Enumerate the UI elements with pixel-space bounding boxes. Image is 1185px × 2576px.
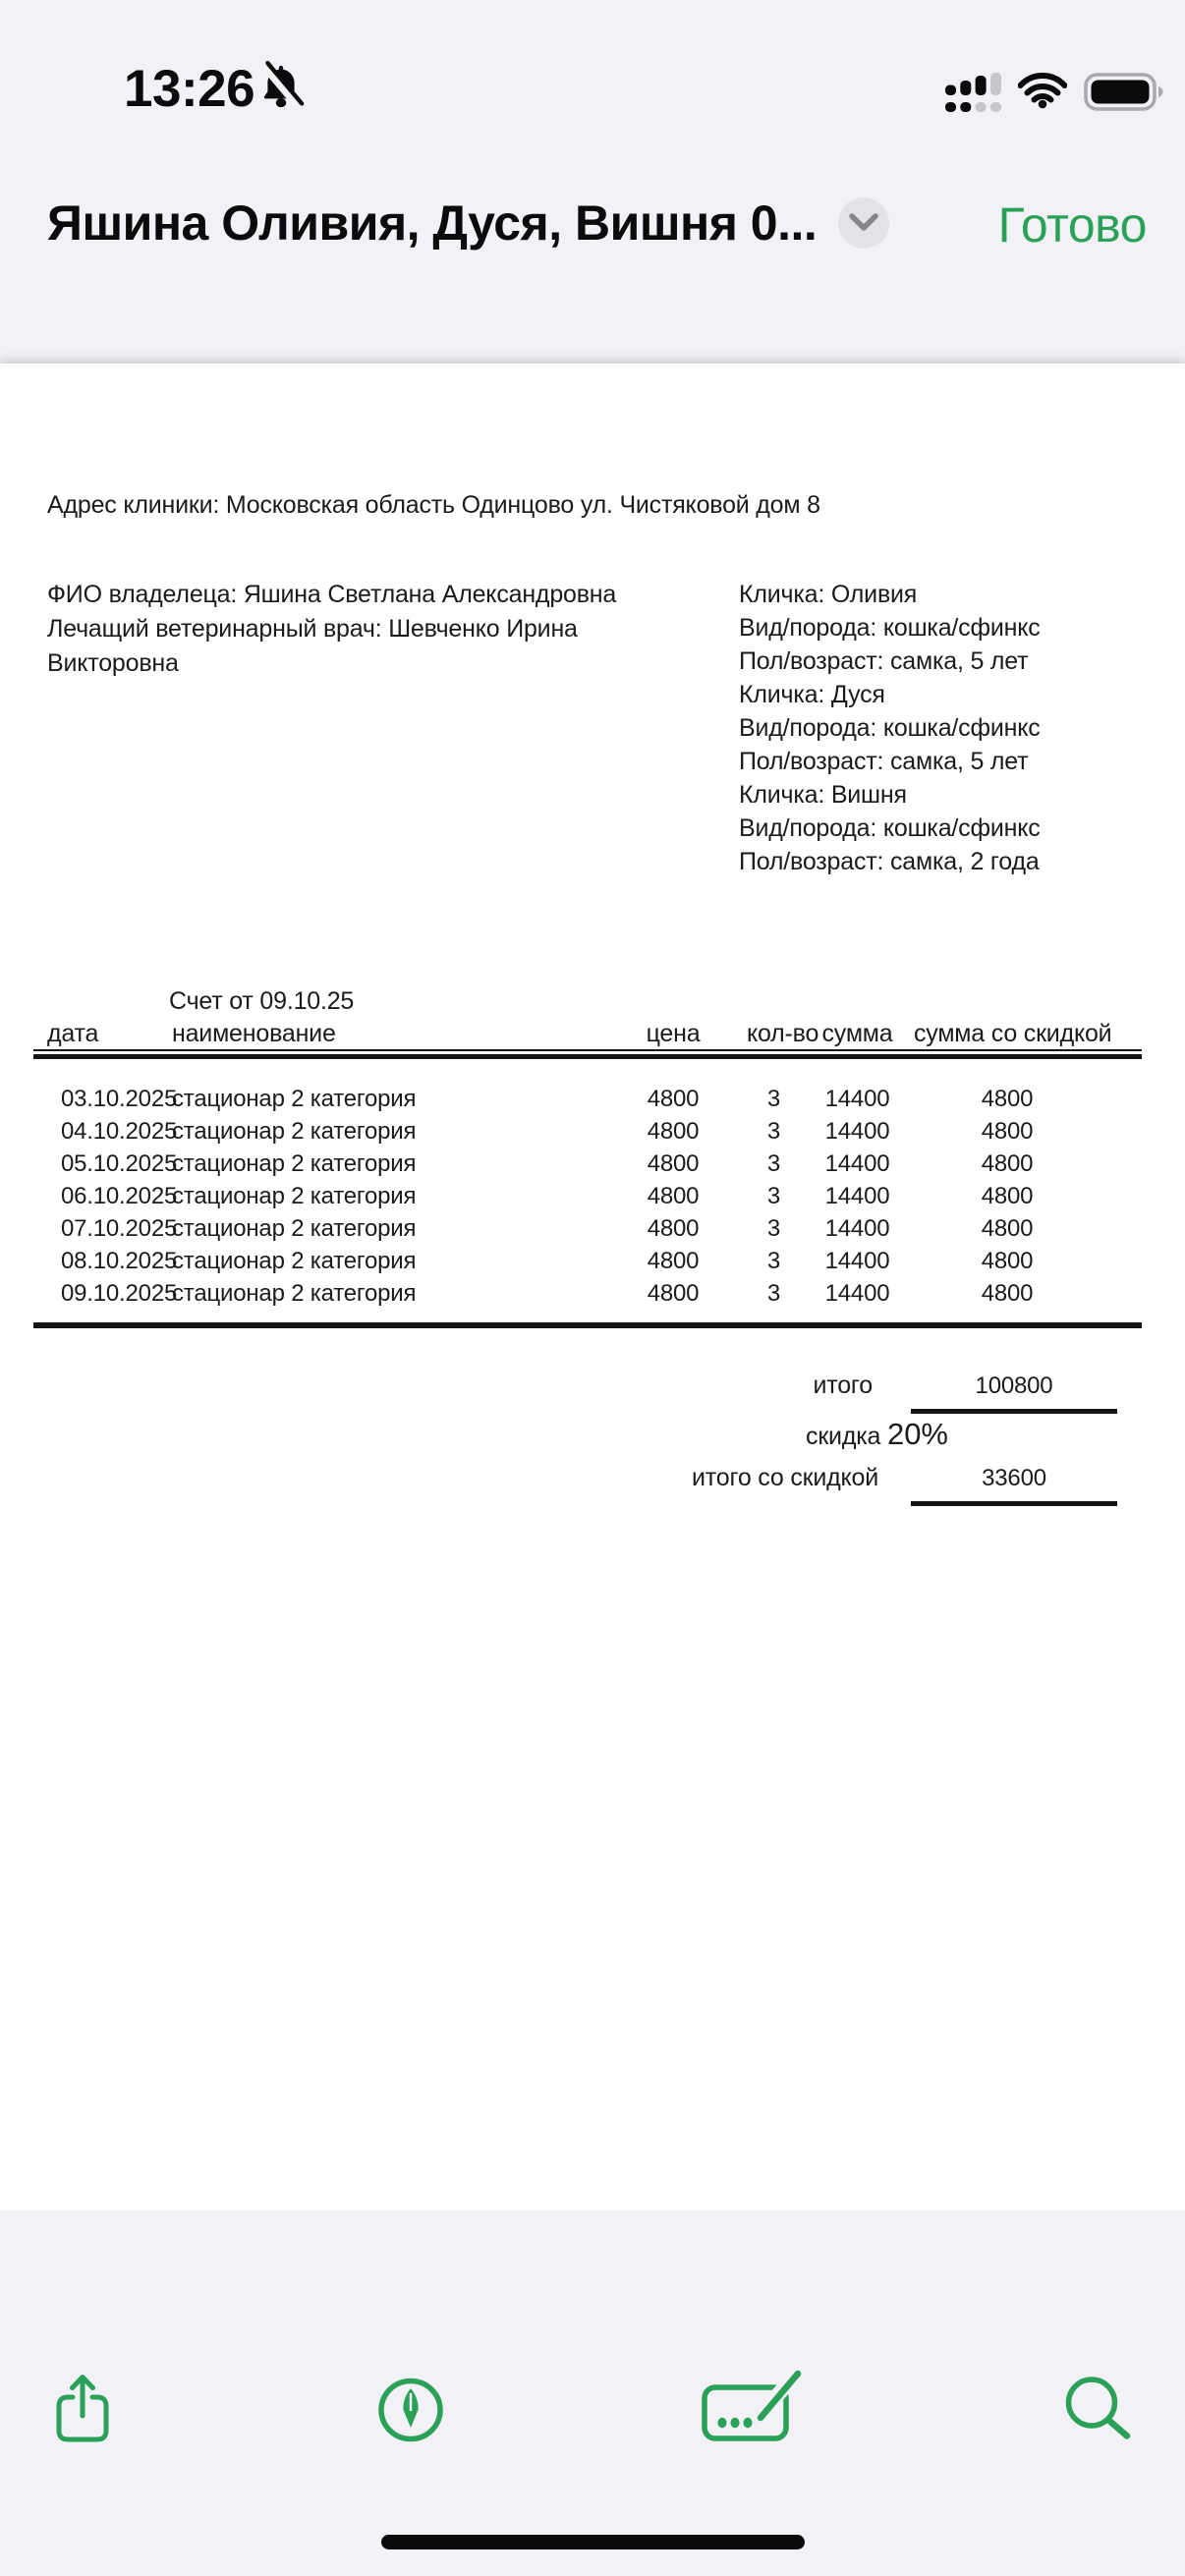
pets-info bbox=[739, 578, 1171, 878]
cellular-signal-icon bbox=[945, 73, 1001, 117]
signature-icon bbox=[702, 2433, 806, 2447]
markup-button[interactable] bbox=[377, 2378, 444, 2445]
row-sum: 14400 bbox=[824, 1280, 890, 1307]
row-name: стационар 2 категория bbox=[172, 1215, 417, 1242]
total-value: 100800 bbox=[975, 1372, 1053, 1399]
col-header-sum: сумма bbox=[821, 1020, 893, 1047]
row-name: стационар 2 категория bbox=[172, 1280, 417, 1307]
row-discounted: 4800 bbox=[981, 1215, 1034, 1242]
col-header-price: цена bbox=[646, 1020, 701, 1047]
row-date: 06.10.2025 bbox=[61, 1183, 178, 1209]
row-date: 09.10.2025 bbox=[61, 1280, 178, 1307]
owner-info bbox=[47, 578, 676, 681]
table-bottom-rule bbox=[33, 1322, 1142, 1328]
row-qty: 3 bbox=[766, 1280, 781, 1307]
home-indicator[interactable] bbox=[381, 2535, 805, 2549]
row-qty: 3 bbox=[766, 1248, 781, 1274]
row-discounted: 4800 bbox=[981, 1183, 1034, 1209]
row-price: 4800 bbox=[647, 1280, 700, 1307]
document-title: Яшина Оливия, Дуся, Вишня 0... bbox=[47, 196, 818, 251]
total-label: итого bbox=[813, 1372, 873, 1399]
row-discounted: 4800 bbox=[981, 1280, 1034, 1307]
row-name: стационар 2 категория bbox=[172, 1248, 417, 1274]
pet-breed: Вид/порода: кошка/сфинкс bbox=[739, 814, 1041, 842]
pet-sex-age: Пол/возраст: самка, 5 лет bbox=[739, 748, 1029, 775]
row-discounted: 4800 bbox=[981, 1150, 1034, 1177]
document-title-menu-button[interactable] bbox=[47, 195, 889, 252]
chevron-down-icon[interactable] bbox=[838, 197, 889, 249]
row-qty: 3 bbox=[766, 1215, 781, 1242]
total-underline bbox=[911, 1409, 1117, 1414]
row-price: 4800 bbox=[647, 1086, 700, 1112]
done-button[interactable]: Готово bbox=[997, 197, 1147, 252]
row-price: 4800 bbox=[647, 1118, 700, 1145]
row-name: стационар 2 категория bbox=[172, 1086, 417, 1112]
col-header-qty: кол-во bbox=[747, 1020, 819, 1047]
row-name: стационар 2 категория bbox=[172, 1183, 417, 1209]
owner-name-line: ФИО владелеца: Яшина Светлана Александровна bbox=[47, 581, 617, 608]
row-price: 4800 bbox=[647, 1183, 700, 1209]
search-icon bbox=[1063, 2429, 1134, 2443]
row-sum: 14400 bbox=[824, 1248, 890, 1274]
col-header-date: дата bbox=[47, 1020, 99, 1047]
pet-breed: Вид/порода: кошка/сфинкс bbox=[739, 714, 1041, 742]
search-button[interactable] bbox=[1063, 2376, 1134, 2443]
clinic-address: Адрес клиники: Московская область Одинцово ул. Чистяковой дом 8 bbox=[47, 491, 820, 519]
document-page bbox=[0, 364, 1185, 2211]
status-bar bbox=[0, 0, 1185, 138]
row-price: 4800 bbox=[647, 1150, 700, 1177]
final-total-underline bbox=[911, 1501, 1117, 1506]
pet-name: Кличка: Дуся bbox=[739, 681, 885, 708]
share-button[interactable] bbox=[55, 2372, 110, 2447]
row-name: стационар 2 категория bbox=[172, 1118, 417, 1145]
final-total-label: итого со скидкой bbox=[692, 1464, 878, 1491]
table-body bbox=[47, 1083, 1100, 1310]
invoice-title: Счет от 09.10.25 bbox=[169, 987, 355, 1015]
row-sum: 14400 bbox=[824, 1215, 890, 1242]
discount-label: скидка bbox=[806, 1423, 881, 1450]
discount-line bbox=[440, 1417, 948, 1452]
row-sum: 14400 bbox=[824, 1086, 890, 1112]
bottom-toolbar bbox=[0, 2211, 1185, 2576]
row-discounted: 4800 bbox=[981, 1086, 1034, 1112]
row-sum: 14400 bbox=[824, 1183, 890, 1209]
row-sum: 14400 bbox=[824, 1150, 890, 1177]
discount-percent: 20% bbox=[886, 1417, 948, 1451]
status-time: 13:26 bbox=[124, 60, 255, 118]
table-header-row bbox=[47, 1020, 1112, 1048]
row-qty: 3 bbox=[766, 1183, 781, 1209]
pet-name: Кличка: Вишня bbox=[739, 781, 907, 809]
row-price: 4800 bbox=[647, 1215, 700, 1242]
row-date: 04.10.2025 bbox=[61, 1118, 178, 1145]
col-header-discounted-sum: сумма со скидкой bbox=[914, 1020, 1112, 1047]
bell-slash-icon bbox=[257, 61, 305, 115]
nav-bar bbox=[0, 138, 1185, 324]
row-date: 03.10.2025 bbox=[61, 1086, 178, 1112]
row-sum: 14400 bbox=[824, 1118, 890, 1145]
pet-sex-age: Пол/возраст: самка, 2 года bbox=[739, 848, 1040, 875]
row-discounted: 4800 bbox=[981, 1118, 1034, 1145]
markup-pen-icon bbox=[377, 2431, 444, 2445]
table-header-rule bbox=[33, 1049, 1142, 1059]
row-qty: 3 bbox=[766, 1086, 781, 1112]
col-header-name: наименование bbox=[172, 1020, 336, 1047]
row-discounted: 4800 bbox=[981, 1248, 1034, 1274]
pet-sex-age: Пол/возраст: самка, 5 лет bbox=[739, 647, 1029, 675]
row-date: 07.10.2025 bbox=[61, 1215, 178, 1242]
row-date: 08.10.2025 bbox=[61, 1248, 178, 1274]
row-price: 4800 bbox=[647, 1248, 700, 1274]
vet-name-line: Лечащий ветеринарный врач: Шевченко Ирина Викторовна bbox=[47, 615, 578, 677]
share-icon bbox=[55, 2433, 110, 2447]
pet-breed: Вид/порода: кошка/сфинкс bbox=[739, 614, 1041, 642]
battery-icon bbox=[1084, 73, 1163, 116]
row-qty: 3 bbox=[766, 1118, 781, 1145]
status-right-icons bbox=[945, 73, 1163, 117]
signature-button[interactable] bbox=[702, 2370, 806, 2447]
pet-name: Кличка: Оливия bbox=[739, 581, 918, 608]
row-qty: 3 bbox=[766, 1150, 781, 1177]
final-total-value: 33600 bbox=[982, 1465, 1046, 1491]
wifi-icon bbox=[1018, 73, 1067, 114]
row-name: стационар 2 категория bbox=[172, 1150, 417, 1177]
row-date: 05.10.2025 bbox=[61, 1150, 178, 1177]
